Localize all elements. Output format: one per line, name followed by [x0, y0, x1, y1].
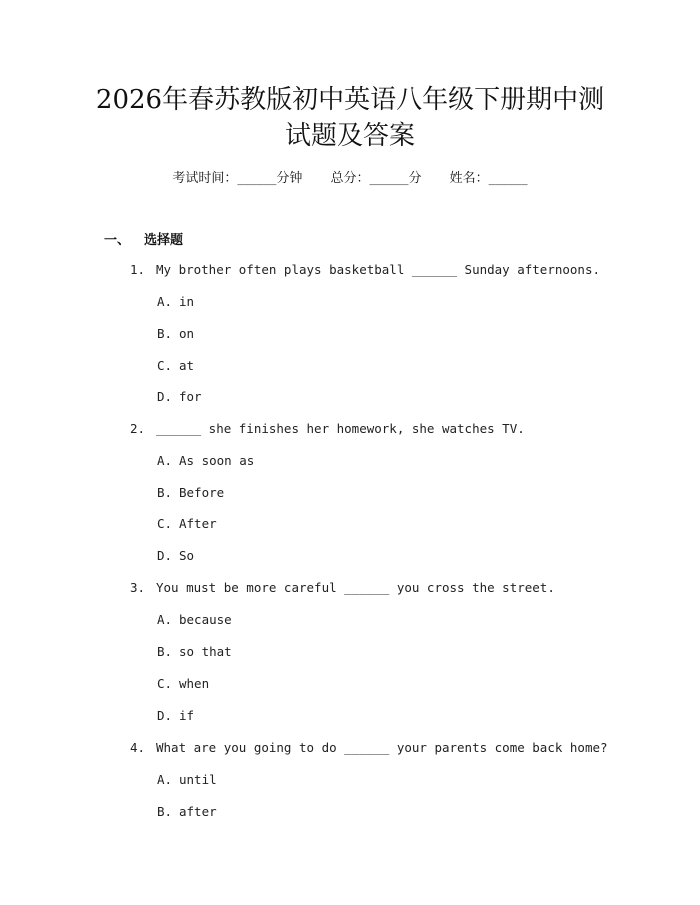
option-text: in	[179, 294, 195, 309]
option-text: if	[179, 708, 195, 723]
page-title-line-1: 2026年春苏教版初中英语八年级下册期中测	[95, 85, 605, 115]
option-letter: D.	[157, 708, 173, 723]
page-title-line-2: 试题及答案	[284, 121, 415, 151]
option-text: because	[179, 612, 232, 627]
option-letter: A.	[157, 612, 173, 627]
option-letter: C.	[157, 358, 173, 373]
option-text: after	[179, 804, 217, 819]
question-3-option-a	[157, 612, 232, 627]
option-letter: B.	[157, 326, 173, 341]
question-2-option-a	[157, 453, 254, 468]
section-title: 选择题	[144, 233, 184, 248]
exam-meta-row	[0, 167, 700, 186]
question-2-option-c	[157, 516, 217, 531]
option-text: on	[179, 326, 195, 341]
question-number: 3.	[130, 580, 146, 595]
question-3	[130, 580, 555, 595]
question-text: My brother often plays basketball ______ Sunday afternoons.	[156, 262, 601, 277]
option-text: at	[179, 358, 195, 373]
question-1-option-c	[157, 358, 194, 373]
question-4	[130, 740, 608, 755]
question-2-option-b	[157, 485, 224, 500]
question-number: 4.	[130, 740, 146, 755]
option-text: As soon as	[179, 453, 255, 468]
option-text: for	[179, 389, 202, 404]
section-number: 一、	[104, 233, 131, 248]
question-1-option-b	[157, 326, 194, 341]
question-2	[130, 421, 525, 436]
option-letter: D.	[157, 389, 173, 404]
option-letter: B.	[157, 804, 173, 819]
question-2-option-d	[157, 548, 194, 563]
option-letter: B.	[157, 485, 173, 500]
question-number: 2.	[130, 421, 146, 436]
total-score-field: 总分：______分	[330, 171, 422, 186]
student-name-field: 姓名：______	[449, 171, 528, 186]
option-text: until	[179, 772, 217, 787]
option-letter: D.	[157, 548, 173, 563]
question-3-option-d	[157, 708, 194, 723]
question-4-option-b	[157, 804, 217, 819]
question-text: What are you going to do ______ your parents come back home?	[156, 740, 608, 755]
question-4-option-a	[157, 772, 217, 787]
question-3-option-c	[157, 676, 209, 691]
question-3-option-b	[157, 644, 232, 659]
option-text: Before	[179, 485, 225, 500]
option-text: so that	[179, 644, 232, 659]
question-number: 1.	[130, 262, 146, 277]
option-letter: C.	[157, 676, 173, 691]
question-1	[130, 262, 600, 277]
option-text: when	[179, 676, 210, 691]
option-letter: B.	[157, 644, 173, 659]
question-1-option-a	[157, 294, 194, 309]
option-text: So	[179, 548, 195, 563]
section-heading	[104, 229, 183, 248]
option-text: After	[179, 516, 217, 531]
question-text: You must be more careful ______ you cross the street.	[156, 580, 555, 595]
option-letter: C.	[157, 516, 173, 531]
option-letter: A.	[157, 772, 173, 787]
option-letter: A.	[157, 453, 173, 468]
question-text: ______ she finishes her homework, she watches TV.	[156, 421, 525, 436]
option-letter: A.	[157, 294, 173, 309]
exam-time-field: 考试时间：______分钟	[172, 171, 303, 186]
question-1-option-d	[157, 389, 202, 404]
